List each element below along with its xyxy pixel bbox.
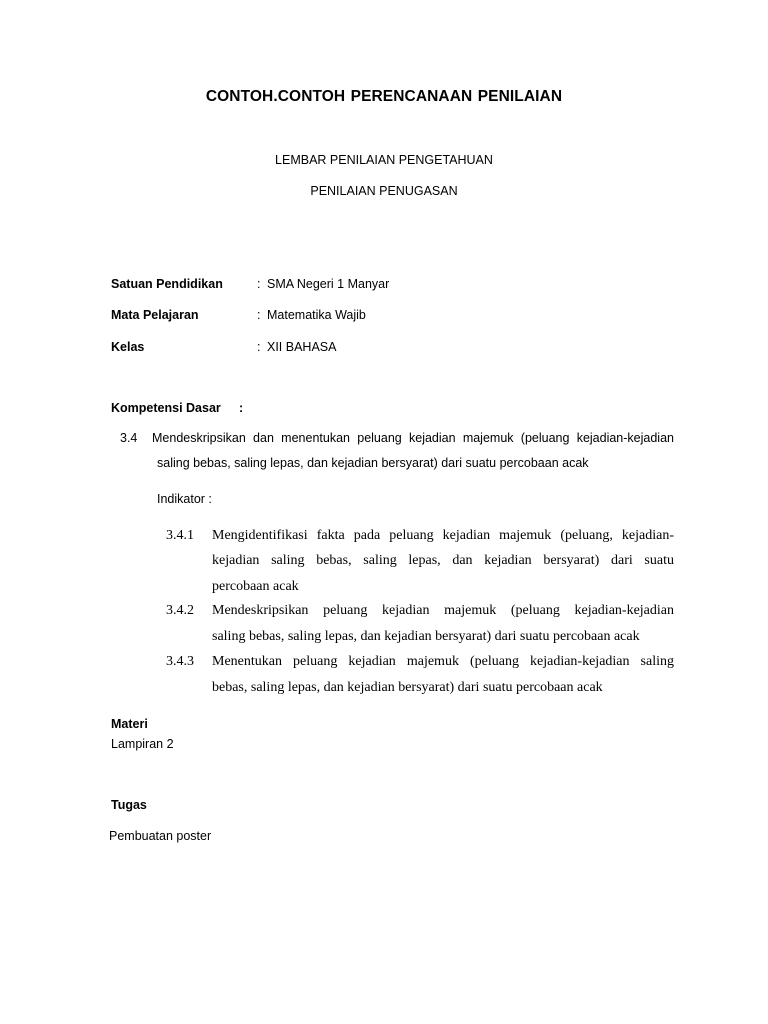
competency-text-line: Mendeskripsikan dan menentukan peluang kejadian majemuk (peluang kejadian-kejadian — [152, 431, 674, 445]
class-label: Kelas — [111, 340, 145, 354]
indicator-text-line: Menentukan peluang kejadian majemuk (peluang kejadian-kejadian saling — [212, 654, 674, 669]
competency-number: 3.4 — [120, 431, 138, 445]
task-value: Pembuatan poster — [109, 829, 212, 843]
indicator-text-line: bebas, saling lepas, dan kejadian bersyarat) dari suatu percobaan acak — [212, 680, 603, 695]
indicator-number: 3.4.3 — [166, 654, 194, 669]
school-value: SMA Negeri 1 Manyar — [267, 277, 390, 291]
indicator-label: Indikator : — [157, 492, 212, 506]
document-title: CONTOH.CONTOH PERENCANAAN PENILAIAN — [205, 88, 563, 105]
competency-label: Kompetensi Dasar — [111, 401, 221, 415]
subject-value: Matematika Wajib — [267, 308, 366, 322]
material-value: Lampiran 2 — [111, 737, 174, 751]
indicator-text-line: kejadian saling bebas, saling lepas, dan kejadian bersyarat) dari suatu — [212, 553, 674, 568]
school-colon: : — [257, 277, 261, 291]
indicator-text-line: percobaan acak — [212, 579, 299, 594]
material-label: Materi — [111, 717, 148, 731]
indicator-text-line: Mengidentifikasi fakta pada peluang kejadian majemuk (peluang, kejadian- — [212, 528, 674, 543]
competency-text-line: saling bebas, saling lepas, dan kejadian bersyarat) dari suatu percobaan acak — [157, 456, 589, 470]
document-subtitle-assignment: PENILAIAN PENUGASAN — [310, 184, 458, 198]
school-label: Satuan Pendidikan — [111, 277, 223, 291]
subject-label: Mata Pelajaran — [111, 308, 199, 322]
subject-colon: : — [257, 308, 261, 322]
indicator-text-line: saling bebas, saling lepas, dan kejadian bersyarat) dari suatu percobaan acak — [212, 629, 640, 644]
indicator-number: 3.4.1 — [166, 528, 194, 543]
class-value: XII BAHASA — [267, 340, 337, 354]
indicator-number: 3.4.2 — [166, 603, 194, 618]
competency-colon: : — [239, 401, 244, 415]
indicator-text-line: Mendeskripsikan peluang kejadian majemuk (peluang kejadian-kejadian — [212, 603, 674, 618]
class-colon: : — [257, 340, 261, 354]
document-subtitle-knowledge: LEMBAR PENILAIAN PENGETAHUAN — [275, 153, 493, 167]
task-label: Tugas — [111, 798, 147, 812]
